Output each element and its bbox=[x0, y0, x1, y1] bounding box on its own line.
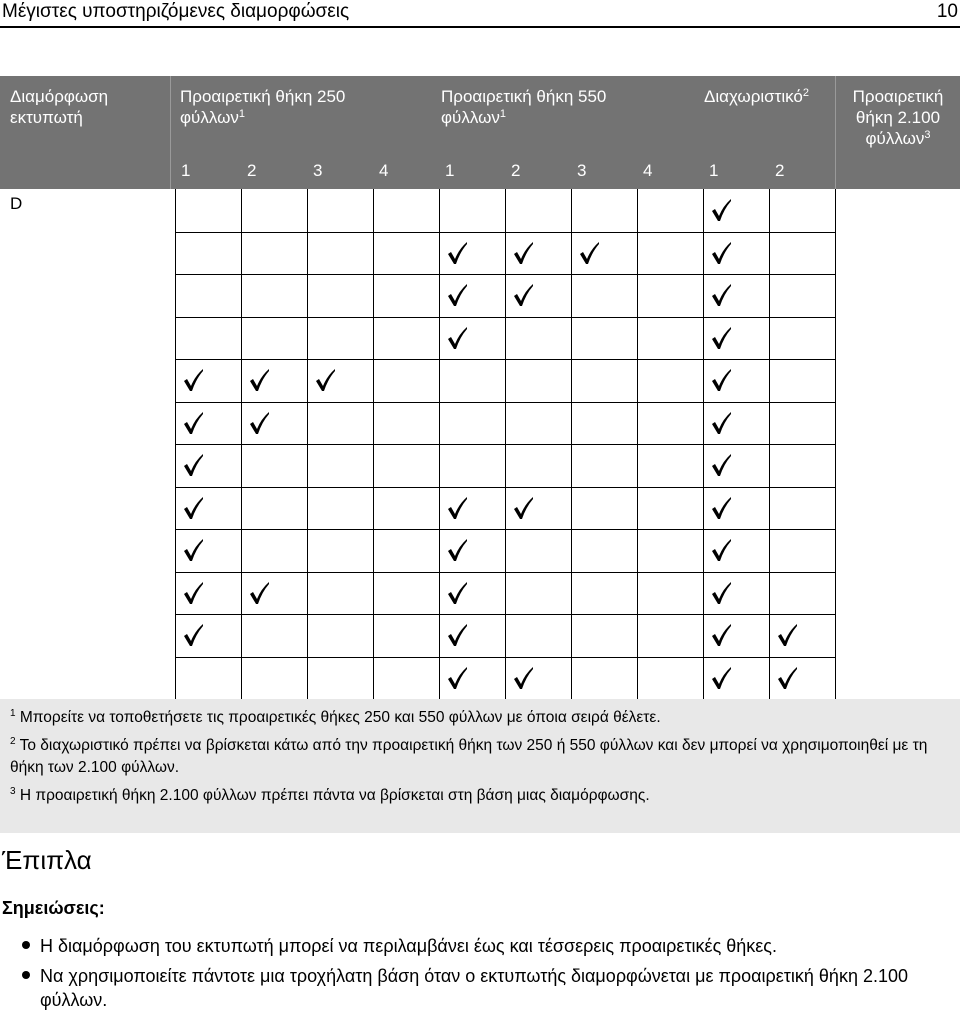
checkmark-icon bbox=[578, 241, 600, 265]
checkmark-icon bbox=[710, 368, 732, 392]
footnotes bbox=[0, 699, 960, 833]
page-title: Μέγιστες υποστηριζόμενες διαμορφώσεις bbox=[2, 1, 350, 22]
checkmark-icon bbox=[446, 283, 468, 307]
section-heading: Έπιπλα bbox=[2, 845, 92, 875]
subcolumn-number: 1 bbox=[445, 161, 455, 180]
tray-2100-column bbox=[835, 189, 960, 699]
header-printer-config: Διαμόρφωση εκτυπωτή bbox=[10, 87, 109, 127]
subcolumn-number: 3 bbox=[313, 161, 323, 180]
column-divider bbox=[505, 189, 506, 699]
checkmark-icon bbox=[446, 496, 468, 520]
subcolumn-number: 3 bbox=[577, 161, 587, 180]
configuration-table bbox=[0, 76, 960, 833]
footnote-1: $^1$ Μπορείτε να τοποθετήσετε τις προαιρετικές θήκες 250 και 550 φύλλων με όποια σειρά θέλετε. bbox=[10, 708, 661, 726]
checkmark-icon bbox=[446, 241, 468, 265]
column-divider bbox=[571, 189, 572, 699]
checkmark-icon bbox=[710, 581, 732, 605]
footnote-2: $^2$ Το διαχωριστικό πρέπει να βρίσκεται κάτω από την προαιρετική θήκη των 250 ή 550 φύλλων και δεν μπορεί να χρησιμοποιηθεί με τη θήκη των 2.100 φύλλων. bbox=[10, 736, 928, 776]
column-divider bbox=[835, 189, 836, 699]
subcolumn-number: 4 bbox=[379, 161, 389, 180]
subcolumn-number: 1 bbox=[181, 161, 191, 180]
checkmark-icon bbox=[446, 326, 468, 350]
checkmark-icon bbox=[446, 666, 468, 690]
checkmark-icon bbox=[512, 666, 534, 690]
row-label-d: D bbox=[10, 194, 23, 213]
checkmark-icon bbox=[710, 538, 732, 562]
note-item-2: Να χρησιμοποιείτε πάντοτε μια τροχήλατη βάση όταν ο εκτυπωτής διαμορφώνεται με προαιρετική θήκη 2.100 φύλλων. bbox=[40, 966, 908, 1010]
subcolumn-number: 2 bbox=[247, 161, 257, 180]
column-divider bbox=[769, 189, 770, 699]
checkmark-icon bbox=[182, 453, 204, 477]
column-divider bbox=[241, 189, 242, 699]
checkmark-icon bbox=[248, 411, 270, 435]
subcolumn-number: 2 bbox=[511, 161, 521, 180]
checkmark-icon bbox=[776, 623, 798, 647]
subcolumn-number: 4 bbox=[643, 161, 653, 180]
checkmark-icon bbox=[446, 581, 468, 605]
checkmark-icon bbox=[182, 623, 204, 647]
checkmark-icon bbox=[710, 666, 732, 690]
checkmark-icon bbox=[710, 496, 732, 520]
page-header bbox=[0, 0, 960, 28]
table-header bbox=[0, 76, 960, 189]
page-number: 10 bbox=[936, 1, 958, 22]
column-divider bbox=[637, 189, 638, 699]
header-tray-2100: Προαιρετική θήκη 2.100 φύλλων$^3$ bbox=[852, 87, 944, 148]
column-divider bbox=[703, 189, 704, 699]
checkmark-icon bbox=[710, 241, 732, 265]
checkmark-icon bbox=[314, 368, 336, 392]
header-tray-250: Προαιρετική θήκη 250 φύλλων$^1$ bbox=[180, 87, 346, 127]
column-divider bbox=[439, 189, 440, 699]
checkmark-icon bbox=[248, 581, 270, 605]
bullet-icon bbox=[22, 971, 30, 979]
checkmark-icon bbox=[182, 368, 204, 392]
checkmark-icon bbox=[776, 666, 798, 690]
checkmark-icon bbox=[182, 581, 204, 605]
subcolumn-number: 1 bbox=[709, 161, 719, 180]
header-tray-550: Προαιρετική θήκη 550 φύλλων$^1$ bbox=[441, 87, 607, 127]
checkmark-icon bbox=[182, 496, 204, 520]
note-item-1: Η διαμόρφωση του εκτυπωτή μπορεί να περιλαμβάνει έως και τέσσερεις προαιρετικές θήκες. bbox=[40, 936, 777, 956]
column-divider bbox=[307, 189, 308, 699]
column-divider bbox=[175, 189, 176, 699]
bullet-icon bbox=[22, 941, 30, 949]
checkmark-icon bbox=[710, 623, 732, 647]
header-spacer: Διαχωριστικό$^2$ bbox=[704, 87, 810, 106]
subcolumn-number: 2 bbox=[775, 161, 785, 180]
column-divider bbox=[373, 189, 374, 699]
checkmark-icon bbox=[710, 198, 732, 222]
checkmark-icon bbox=[710, 326, 732, 350]
checkmark-icon bbox=[710, 411, 732, 435]
checkmark-icon bbox=[182, 538, 204, 562]
checkmark-icon bbox=[512, 283, 534, 307]
footnote-3: $^3$ Η προαιρετική θήκη 2.100 φύλλων πρέπει πάντα να βρίσκεται στη βάση μιας διαμόρφωσης. bbox=[10, 786, 650, 804]
checkmark-icon bbox=[710, 283, 732, 307]
checkmark-icon bbox=[512, 241, 534, 265]
notes-label: Σημειώσεις: bbox=[2, 898, 105, 918]
checkmark-icon bbox=[248, 368, 270, 392]
checkmark-icon bbox=[446, 623, 468, 647]
checkmark-icon bbox=[182, 411, 204, 435]
checkmark-icon bbox=[512, 496, 534, 520]
checkmark-icon bbox=[446, 538, 468, 562]
checkmark-icon bbox=[710, 453, 732, 477]
